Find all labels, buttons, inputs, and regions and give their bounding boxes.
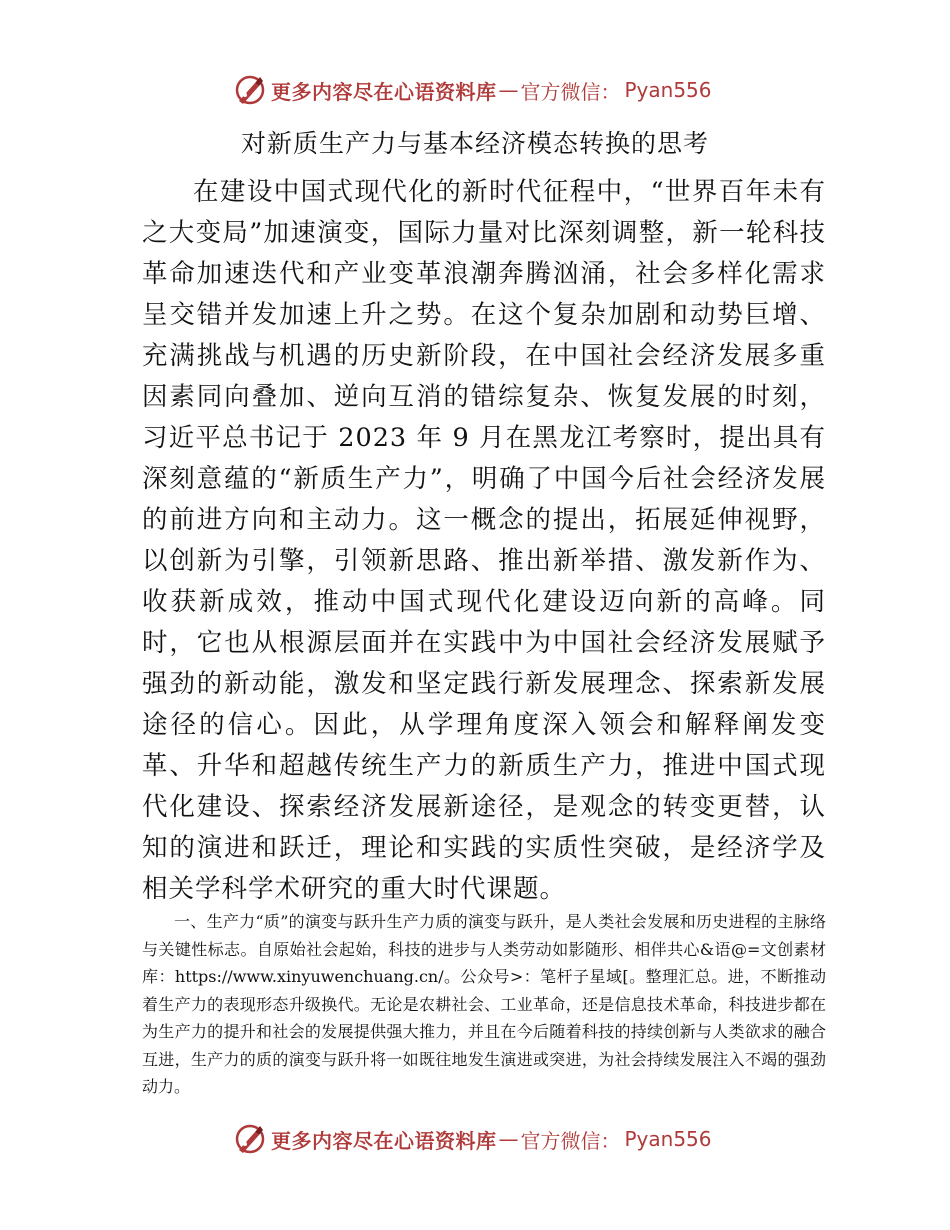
banner-text: 更多内容尽在心语资料库 <box>271 79 497 104</box>
footer-banner[interactable] <box>233 1119 753 1159</box>
document-title: 对新质生产力与基本经济模态转换的思考 <box>240 129 709 158</box>
banner-separator: — <box>498 1127 519 1151</box>
intro-paragraph: 在建设中国式现代化的新时代征程中，“世界百年未有之大变局”加速演变，国际力量对比深刻调整，新一轮科技革命加速迭代和产业变革浪潮奔腾汹涌，社会多样化需求呈交错并发加速上升之势。在这个复杂加剧和动势巨增、充满挑战与机遇的历史新阶段，在中国社会经济发展多重因素同向叠加、逆向互消的错综复杂、恢复发展的时刻，习近平总书记于 2023 年 9 月在黑龙江考察时，提出具有深刻意蕴的“新质生产力”，明确了中国今后社会经济发展的前进方向和主动力。这一概念的提出，拓展延伸视野，以创新为引擎，引领新思路、推出新举措、激发新作为、收获新成效，推动中国式现代化建设迈向新的高峰。同时，它也从根源层面并在实践中为中国社会经济发展赋予强劲的新动能，激发和坚定践行新发展理念、探索新发展途径的信心。因此，从学理角度深入领会和解释阐发变革、升华和超越传统生产力的新质生产力，推进中国式现代化建设、探索经济发展新途径，是观念的转变更替，认知的演进和跃迁，理论和实践的实质性突破，是经济学及相关学科学术研究的重大时代课题。 <box>142 177 826 904</box>
banner-text: 更多内容尽在心语资料库 <box>271 1128 497 1153</box>
banner-separator: — <box>498 78 519 102</box>
header-banner[interactable] <box>233 70 753 110</box>
banner-wechat-id: Pyan556 <box>624 1127 712 1151</box>
banner-wechat-label: 官方微信： <box>520 1128 621 1153</box>
banner-wechat-id: Pyan556 <box>624 78 712 102</box>
pen-logo-icon <box>233 1122 267 1156</box>
section-paragraph: 一、生产力“质”的演变与跃升生产力质的演变与跃升，是人类社会发展和历史进程的主脉络与关键性标志。自原始社会起始，科技的进步与人类劳动如影随形、相伴共心&语@=文创素材库：https://www.xinyuwenchuang.cn/。公众号>：笔杆子星域[。整理汇总。进，不断推动着生产力的表现形态升级换代。无论是农耕社会、工业革命，还是信息技术革命，科技进步都在为生产力的提升和社会的发展提供强大推力，并且在今后随着科技的持续创新与人类欲求的融合互进，生产力的质的演变与跃升将一如既往地发生演进或突进，为社会持续发展注入不竭的强劲动力。 <box>142 912 826 1096</box>
banner-wechat-label: 官方微信： <box>520 79 621 104</box>
pen-logo-icon <box>233 73 267 107</box>
